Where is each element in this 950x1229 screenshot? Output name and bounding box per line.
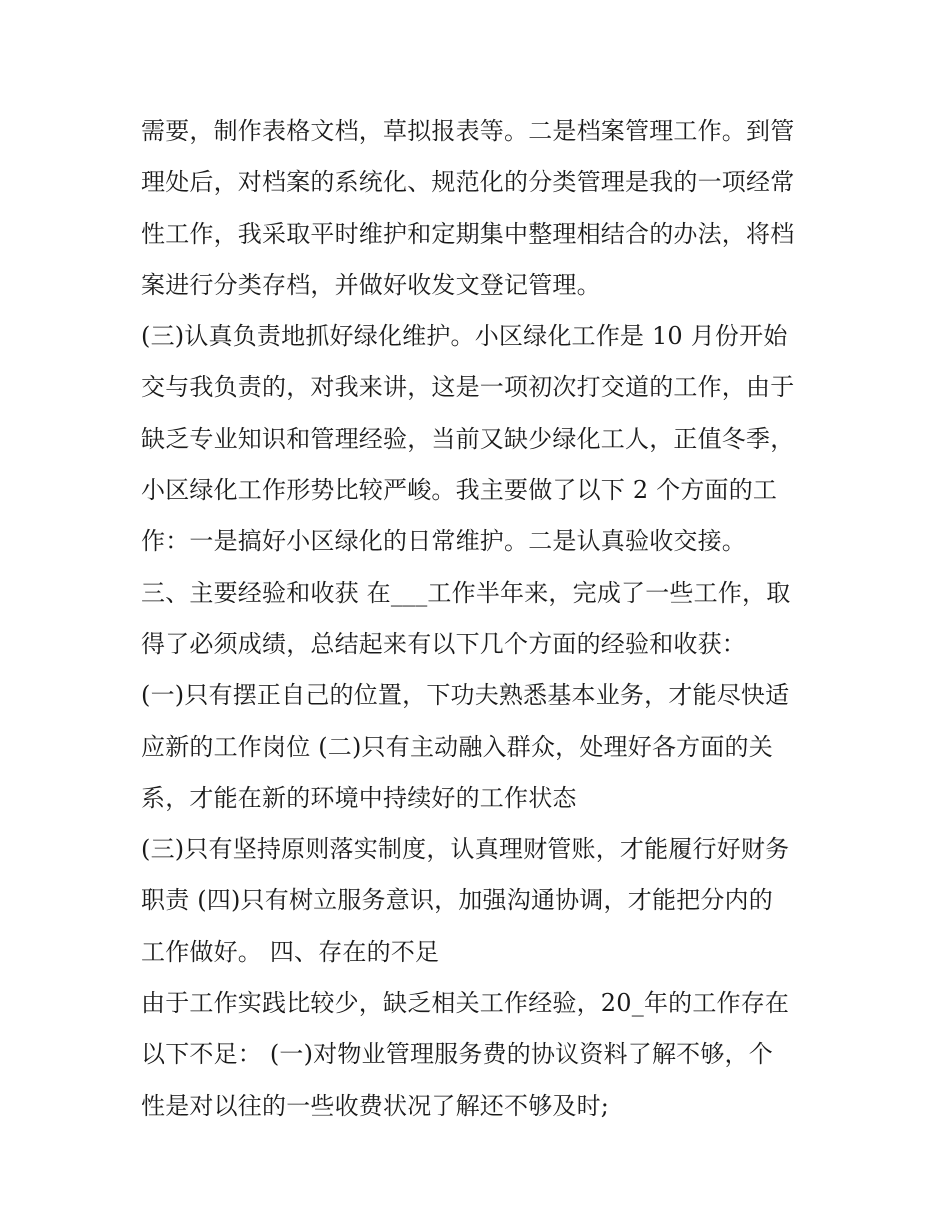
text-line: 小区绿化工作形势比较严峻。我主要做了以下 2 个方面的工	[141, 476, 778, 505]
text-line: 案进行分类存档，并做好收发文登记管理。	[141, 270, 601, 299]
text-line: 三、主要经验和收获 在___工作半年来，完成了一些工作，取	[141, 578, 791, 607]
text-line: 性工作，我采取平时维护和定期集中整理相结合的办法，将档	[141, 219, 795, 248]
document-body	[141, 106, 821, 1132]
text-line: (三)只有坚持原则落实制度，认真理财管账，才能履行好财务	[141, 835, 790, 864]
text-line: (一)只有摆正自己的位置，下功夫熟悉基本业务，才能尽快适	[141, 681, 790, 710]
text-line: 系，才能在新的环境中持续好的工作状态	[141, 783, 577, 812]
text-line: 工作做好。 四、存在的不足	[141, 937, 440, 966]
text-line: (三)认真负责地抓好绿化维护。小区绿化工作是 10 月份开始	[141, 322, 788, 351]
text-line: 缺乏专业知识和管理经验，当前又缺少绿化工人，正值冬季，	[141, 424, 795, 453]
text-line: 得了必须成绩，总结起来有以下几个方面的经验和收获：	[141, 629, 746, 658]
text-line: 作：一是搞好小区绿化的日常维护。二是认真验收交接。	[141, 527, 746, 556]
text-line: 应新的工作岗位 (二)只有主动融入群众，处理好各方面的关	[141, 732, 773, 761]
text-line: 理处后，对档案的系统化、规范化的分类管理是我的一项经常	[141, 168, 795, 197]
text-line: 由于工作实践比较少，缺乏相关工作经验，20_年的工作存在	[141, 989, 790, 1018]
text-line: 交与我负责的，对我来讲，这是一项初次打交道的工作，由于	[141, 373, 795, 402]
text-line: 以下不足： (一)对物业管理服务费的协议资料了解不够，个	[141, 1040, 773, 1069]
text-line: 职责 (四)只有树立服务意识，加强沟通协调，才能把分内的	[141, 886, 773, 915]
text-line: 性是对以往的一些收费状况了解还不够及时;	[141, 1091, 610, 1120]
text-line: 需要，制作表格文档，草拟报表等。二是档案管理工作。到管	[141, 117, 795, 145]
